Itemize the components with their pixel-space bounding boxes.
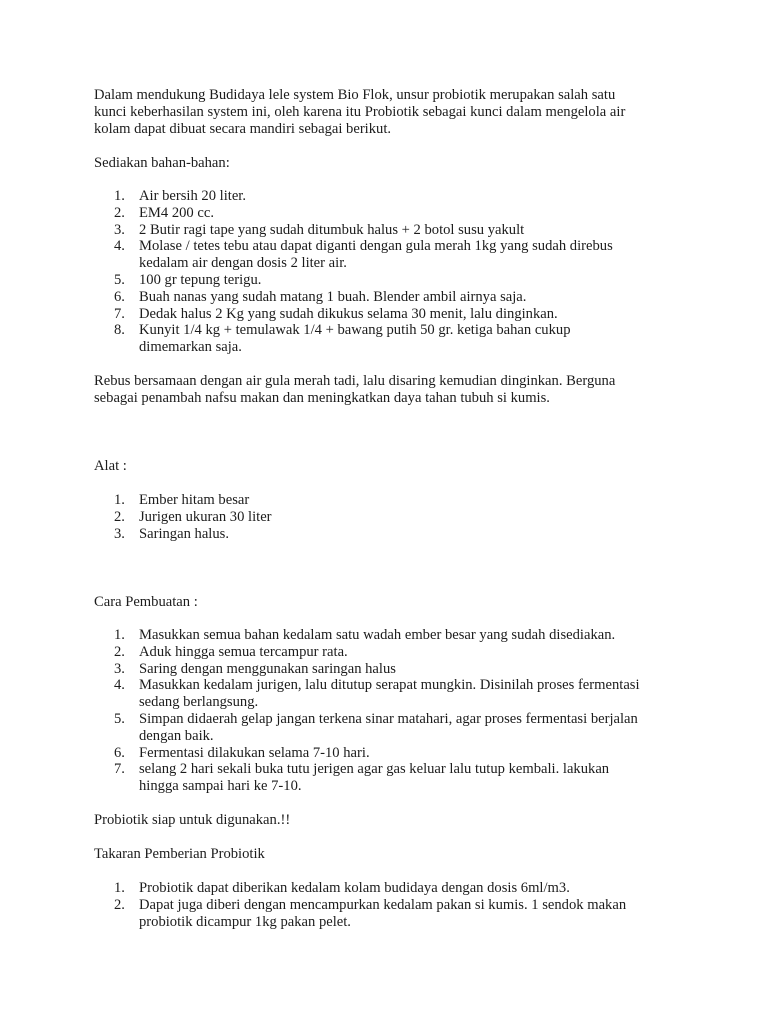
- alat-list: [94, 492, 694, 542]
- list-item-text: Molase / tetes tebu atau dapat diganti dengan gula merah 1kg yang sudah direbus: [139, 238, 613, 255]
- list-item-text: Air bersih 20 liter.: [139, 188, 247, 204]
- list-item: [94, 644, 694, 661]
- intro-paragraph: [94, 87, 694, 137]
- list-number: 1.: [114, 492, 125, 508]
- list-item: [94, 677, 694, 711]
- list-number: 7.: [114, 305, 125, 322]
- list-number: 5.: [114, 710, 125, 727]
- list-item: [94, 272, 694, 289]
- list-item: [94, 322, 694, 356]
- list-item-text: selang 2 hari sekali buka tutu jerigen agar gas keluar lalu tutup kembali. lakukan: [139, 761, 610, 778]
- list-item-text: 100 gr tepung terigu.: [139, 271, 262, 288]
- siap-text: Probiotik siap untuk digunakan.!!: [94, 812, 291, 828]
- list-number: 7.: [114, 761, 125, 778]
- list-item: [94, 205, 694, 222]
- bahan-heading: Sediakan bahan-bahan:: [94, 155, 230, 171]
- list-item: [94, 880, 694, 897]
- list-item: [94, 509, 694, 526]
- list-item: [94, 289, 694, 306]
- list-item: [94, 306, 694, 323]
- alat-heading: Alat :: [94, 458, 127, 474]
- list-item-text: Dapat juga diberi dengan mencampurkan kedalam pakan si kumis. 1 sendok makan: [139, 896, 627, 913]
- list-number: 1.: [114, 188, 125, 204]
- list-item-text: Kunyit 1/4 kg + temulawak 1/4 + bawang putih 50 gr. ketiga bahan cukup: [139, 322, 571, 339]
- list-number: 2.: [114, 204, 125, 221]
- list-item: [94, 745, 694, 762]
- list-item-text: kedalam air dengan dosis 2 liter air.: [139, 255, 347, 272]
- list-item: [94, 188, 694, 205]
- list-item-text: Masukkan semua bahan kedalam satu wadah ember besar yang sudah disediakan.: [139, 627, 616, 643]
- list-item: [94, 238, 694, 272]
- list-item-text: EM4 200 cc.: [139, 204, 214, 221]
- list-item: [94, 222, 694, 239]
- list-item-text: Simpan didaerah gelap jangan terkena sinar matahari, agar proses fermentasi berjalan: [139, 710, 638, 727]
- list-item-text: Saringan halus.: [139, 525, 229, 542]
- list-number: 8.: [114, 322, 125, 339]
- list-number: 2.: [114, 508, 125, 525]
- list-number: 2.: [114, 643, 125, 660]
- list-item-text: Fermentasi dilakukan selama 7-10 hari.: [139, 744, 370, 761]
- list-number: 1.: [114, 880, 125, 896]
- intro-line: kolam dapat dibuat secara mandiri sebagai berikut.: [94, 120, 392, 137]
- list-item: [94, 661, 694, 678]
- list-item: [94, 897, 694, 931]
- bahan-list: [94, 188, 694, 356]
- list-item: [94, 761, 694, 795]
- list-item-text: 2 Butir ragi tape yang sudah ditumbuk halus + 2 botol susu yakult: [139, 221, 525, 238]
- list-item-text: dimemarkan saja.: [139, 339, 242, 356]
- list-number: 3.: [114, 221, 125, 238]
- list-item-text: dengan baik.: [139, 727, 214, 744]
- cara-heading: Cara Pembuatan :: [94, 594, 198, 610]
- list-number: 3.: [114, 660, 125, 677]
- list-item-text: Aduk hingga semua tercampur rata.: [139, 643, 348, 660]
- intro-line: Dalam mendukung Budidaya lele system Bio Flok, unsur probiotik merupakan salah satu: [94, 87, 616, 103]
- list-number: 6.: [114, 744, 125, 761]
- list-item-text: hingga sampai hari ke 7-10.: [139, 778, 302, 795]
- rebus-paragraph: Rebus bersamaan dengan air gula merah tadi, lalu disaring kemudian dinginkan. Berguna sebagai penambah nafsu makan dan meningkatkan daya tahan tubuh si kumis.: [94, 373, 616, 406]
- list-item-text: Probiotik dapat diberikan kedalam kolam budidaya dengan dosis 6ml/m3.: [139, 880, 570, 896]
- cara-list: [94, 627, 694, 795]
- intro-line: kunci keberhasilan system ini, oleh karena itu Probiotik sebagai kunci dalam mengelola air: [94, 103, 626, 120]
- list-item-text: sedang berlangsung.: [139, 694, 259, 711]
- list-number: 6.: [114, 288, 125, 305]
- list-number: 2.: [114, 896, 125, 913]
- list-number: 1.: [114, 627, 125, 643]
- list-item-text: Ember hitam besar: [139, 492, 250, 508]
- list-item-text: probiotik dicampur 1kg pakan pelet.: [139, 913, 351, 930]
- list-item-text: Jurigen ukuran 30 liter: [139, 508, 272, 525]
- list-item: [94, 711, 694, 745]
- list-item-text: Saring dengan menggunakan saringan halus: [139, 660, 396, 677]
- list-number: 5.: [114, 271, 125, 288]
- list-item: [94, 526, 694, 543]
- list-number: 4.: [114, 238, 125, 255]
- list-item: [94, 627, 694, 644]
- takaran-list: [94, 880, 694, 930]
- list-item: [94, 492, 694, 509]
- takaran-heading: Takaran Pemberian Probiotik: [94, 846, 265, 862]
- list-item-text: Dedak halus 2 Kg yang sudah dikukus selama 30 menit, lalu dinginkan.: [139, 305, 558, 322]
- list-item-text: Masukkan kedalam jurigen, lalu ditutup serapat mungkin. Disinilah proses fermentasi: [139, 677, 640, 694]
- list-number: 3.: [114, 525, 125, 542]
- list-number: 4.: [114, 677, 125, 694]
- list-item-text: Buah nanas yang sudah matang 1 buah. Blender ambil airnya saja.: [139, 288, 527, 305]
